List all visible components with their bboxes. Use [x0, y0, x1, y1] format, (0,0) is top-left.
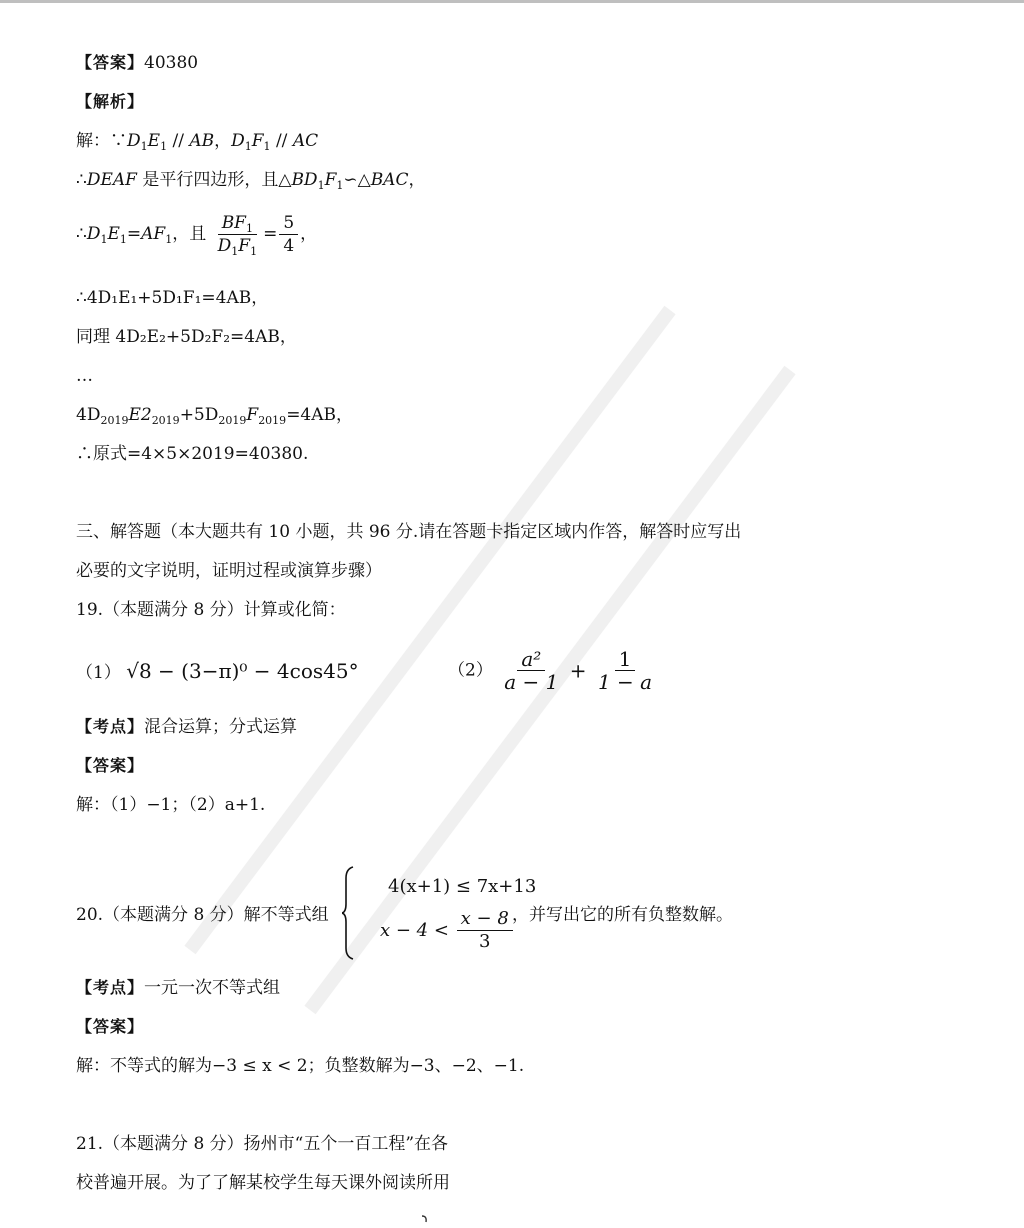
page-edge-mark — [418, 1214, 432, 1228]
q19-fraction-1: $\frac{\text{a²}}{a - 1}$ — [504, 647, 559, 694]
system-brace — [342, 866, 354, 960]
analysis-line-1: 解：$\because D_1E_1$ // AB，$D_1F_1$ // AC — [76, 131, 319, 153]
q19-answer: 解：（1）−1；（2）a+1. — [76, 795, 266, 815]
q19-part1: （1） √8 − (3−π)⁰ − 4cos45° — [76, 659, 359, 683]
q20-suffix: ，并写出它的所有负整数解。 — [512, 905, 733, 925]
ratio-value: $\frac{5}{4}$ — [279, 212, 298, 257]
q21-line-1: 21.（本题满分 8 分）扬州市“五个一百工程”在各 — [76, 1134, 449, 1154]
q20-inequality-1: 4(x+1) ≤ 7x+13 — [388, 876, 537, 897]
q20-fraction: $\frac{x - 8}{3}$ — [457, 908, 513, 953]
analysis-line-5: 同理 4D₂E₂+5D₂F₂=4AB， — [76, 327, 297, 347]
q19-answer-tag: 【答案】 — [76, 756, 145, 775]
section-title-line-1: 三、解答题（本大题共有 10 小题，共 96 分.请在答题卡指定区域内作答，解答时应写出 — [76, 522, 742, 542]
q19-fraction-2: $\frac{1}{1 - a}$ — [597, 647, 653, 694]
q20-title: 20.（本题满分 8 分）解不等式组 — [76, 905, 329, 925]
analysis-line-7: $4D_{2019}E2_{2019}+5D_{2019}F_{2019}=4AB$， — [76, 405, 354, 427]
top-border — [0, 0, 1024, 3]
q20-kaodian: 【考点】一元一次不等式组 — [76, 978, 281, 998]
answer-tag: 【答案】 — [76, 53, 145, 72]
analysis-line-8: ∴原式=4×5×2019=40380. — [76, 444, 309, 464]
q21-line-2: 校普遍开展。为了了解某校学生每天课外阅读所用 — [76, 1173, 450, 1193]
q19-title: 19.（本题满分 8 分）计算或化简： — [76, 600, 346, 620]
analysis-line-2: ∴DEAF 是平行四边形，且$\triangle BD_1F_1∽\triangle BAC$， — [76, 170, 426, 192]
q20-inequality-2: x − 4 < $\frac{x - 8}{3}$ — [380, 908, 515, 953]
analysis-tag: 【解析】 — [76, 92, 145, 111]
q20-answer-tag: 【答案】 — [76, 1017, 145, 1036]
q19-part2: （2） $\frac{\text{a²}}{a - 1}$ + $\frac{1}{1 - a}$ — [448, 648, 658, 693]
analysis-line-4: ∴4D₁E₁+5D₁F₁=4AB， — [76, 288, 269, 308]
answer-value: 40380 — [144, 53, 199, 73]
section-title-line-2: 必要的文字说明，证明过程或演算步骤） — [76, 561, 382, 581]
ratio-fraction: $\frac{BF_1}{D_1F_1}$ — [217, 213, 258, 258]
answer-line — [76, 52, 198, 74]
q20-answer: 解：不等式的解为−3 ≤ x < 2；负整数解为−3、−2、−1. — [76, 1056, 525, 1076]
analysis-line-6: … — [76, 366, 93, 386]
q19-kaodian: 【考点】混合运算；分式运算 — [76, 717, 298, 737]
q19-part1-expression: √8 − (3−π)⁰ − 4cos45° — [126, 659, 359, 683]
analysis-line-3: $\therefore D_1E_1=AF_1$，且 $\frac{BF_1}{D_1F_1}$ = $\frac{5}{4}$ ， — [76, 213, 318, 258]
